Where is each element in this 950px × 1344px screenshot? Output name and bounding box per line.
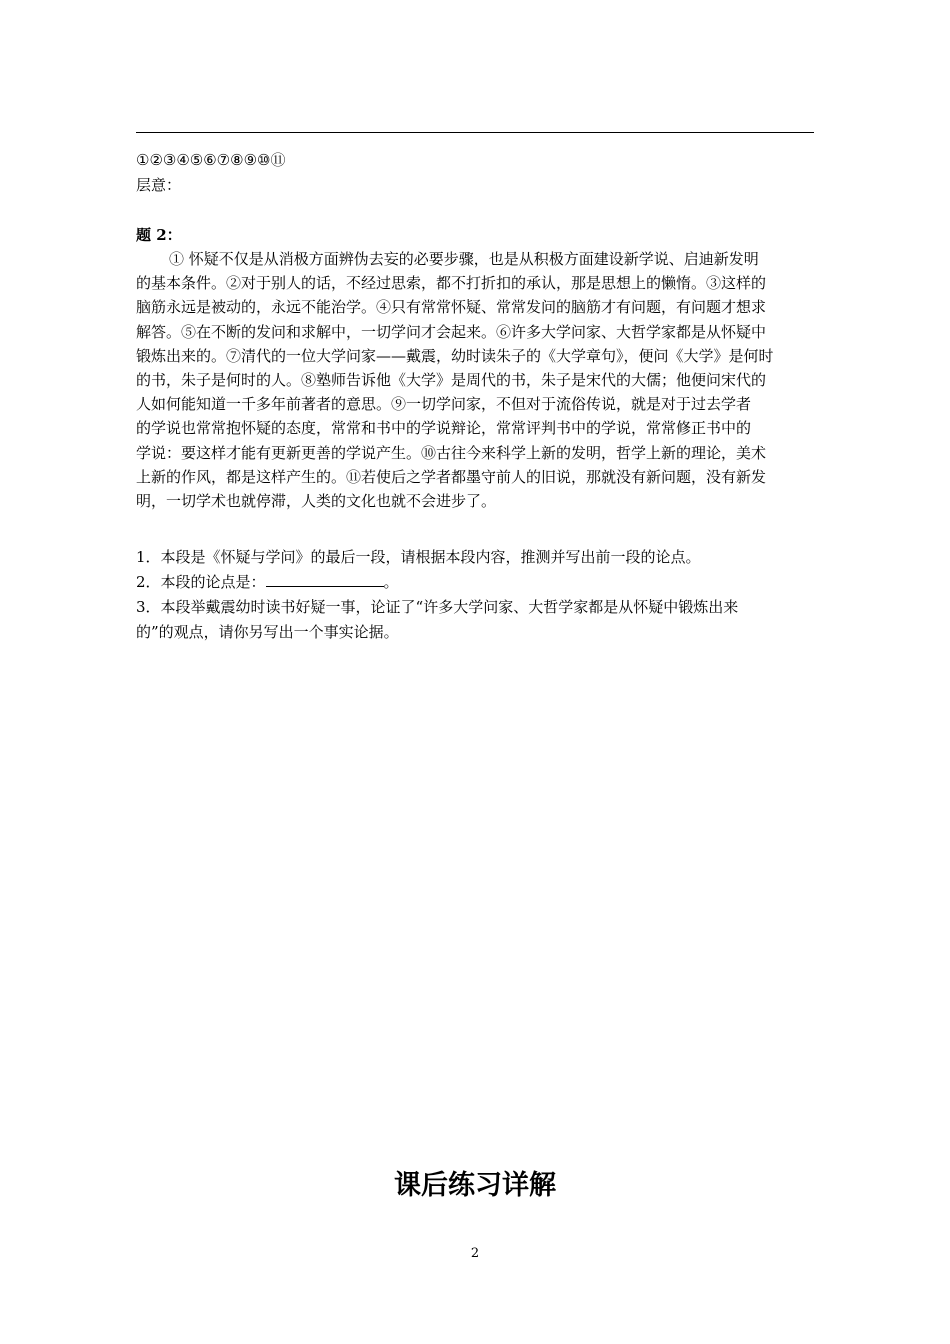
question-3-line-1: 3．本段举戴震幼时读书好疑一事，论证了“许多大学问家、大哲学家都是从怀疑中锻炼出来 xyxy=(136,598,739,616)
page-number: 2 xyxy=(470,1246,480,1261)
paragraph-line: 学说：要这样才能有更新更善的学说产生。⑩古往今来科学上新的发明，哲学上新的理论，美术 xyxy=(136,443,767,462)
question-1: 1．本段是《怀疑与学问》的最后一段，请根据本段内容，推测并写出前一段的论点。 xyxy=(136,548,701,566)
question-heading: 题 2： xyxy=(136,226,182,244)
question-2 xyxy=(136,572,814,592)
paragraph-line: 明，一切学术也就停滞，人类的文化也就不会进步了。 xyxy=(136,492,497,511)
paragraph-line: 的学说也常常抱怀疑的态度，常常和书中的学说辩论，常常评判书中的学说，常常修正书中的 xyxy=(136,419,752,438)
answer-blank[interactable] xyxy=(266,572,384,587)
sentence-numbers: ①②③④⑤⑥⑦⑧⑨⑩⑪ xyxy=(136,151,286,169)
question-paragraph xyxy=(136,247,816,513)
question-3-line-2: 的”的观点，请你另写出一个事实论据。 xyxy=(136,623,399,641)
paragraph-line: 脑筋永远是被动的，永远不能治学。④只有常常怀疑、常常发问的脑筋才有问题，有问题才想求 xyxy=(136,298,767,317)
paragraph-line: 的基本条件。②对于别人的话，不经过思索，都不打折扣的承认，那是思想上的懒惰。③这样的 xyxy=(136,274,767,293)
section-title: 课后练习详解 xyxy=(394,1170,556,1201)
paragraph-line: 解答。⑤在不断的发问和求解中，一切学问才会起来。⑥许多大学问家、大哲学家都是从怀疑中 xyxy=(136,322,767,341)
paragraph-line: 锻炼出来的。⑦清代的一位大学问家——戴震，幼时读朱子的《大学章句》，便问《大学》是何时 xyxy=(136,346,774,365)
question-2-prefix: 2．本段的论点是： xyxy=(136,573,266,591)
question-2-suffix: 。 xyxy=(383,573,399,591)
layer-meaning-label: 层意： xyxy=(136,176,182,194)
paragraph-line: ① 怀疑不仅是从消极方面辨伪去妄的必要步骤，也是从积极方面建设新学说、启迪新发明 xyxy=(169,250,759,268)
paragraph-line: 上新的作风，都是这样产生的。⑪若使后之学者都墨守前人的旧说，那就没有新问题，没有新发 xyxy=(136,467,767,486)
paragraph-line: 人如何能知道一千多年前著者的意思。⑨一切学问家，不但对于流俗传说，就是对于过去学者 xyxy=(136,395,752,414)
paragraph-line: 的书，朱子是何时的人。⑧塾师告诉他《大学》是周代的书，朱子是宋代的大儒；他便问宋代的 xyxy=(136,371,767,390)
header-rule xyxy=(136,132,814,133)
